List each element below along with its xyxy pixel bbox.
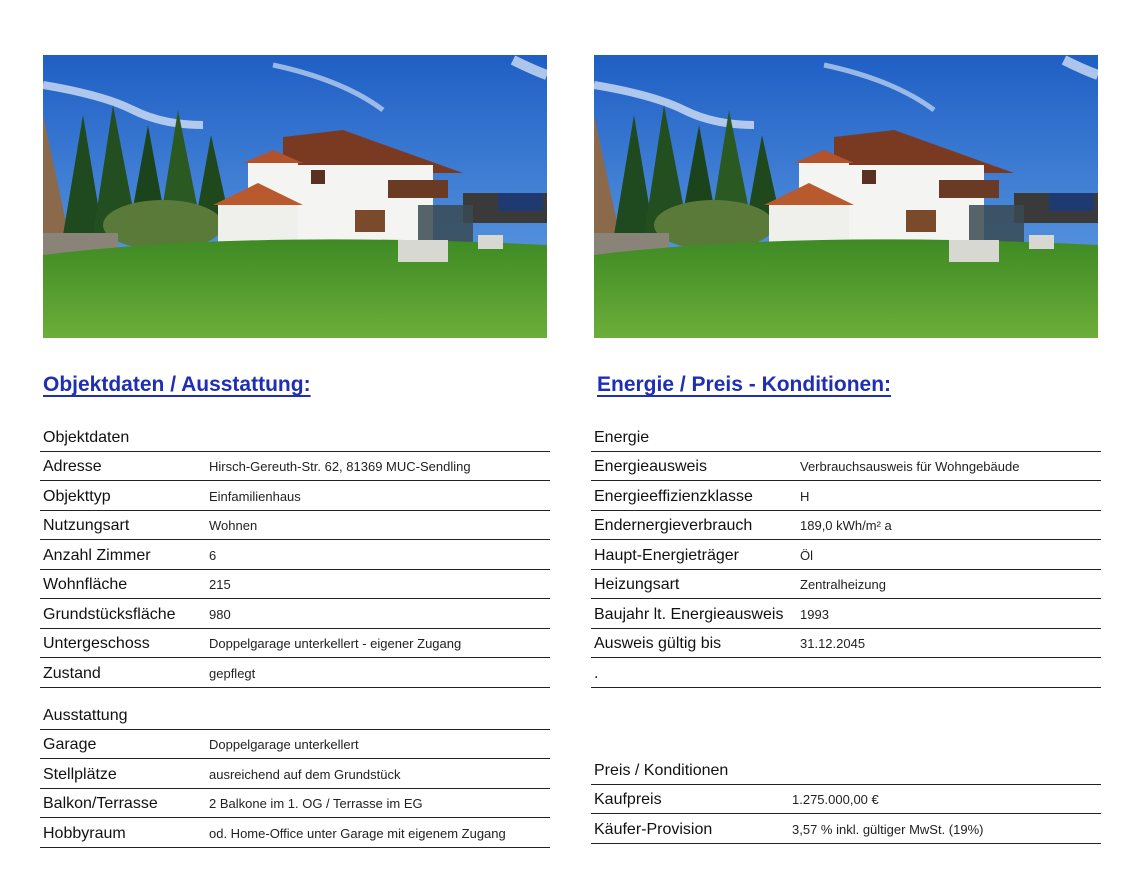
row-value: 6 (209, 547, 217, 563)
ausstattung-table (40, 700, 550, 848)
row-label: Objekttyp (43, 487, 111, 505)
table-row (591, 658, 1101, 688)
row-label: . (594, 664, 599, 682)
row-label: Zustand (43, 664, 101, 682)
row-label: Baujahr lt. Energieausweis (594, 605, 784, 623)
energie-table (591, 422, 1101, 688)
table-title-row (591, 422, 1101, 452)
row-label: Grundstücksfläche (43, 605, 176, 623)
table-row (40, 658, 550, 688)
row-label: Untergeschoss (43, 635, 150, 652)
row-label: Ausweis gültig bis (594, 635, 722, 652)
row-label: Garage (43, 736, 97, 753)
row-label: Balkon/Terrasse (43, 795, 158, 812)
table-title-row (591, 755, 1101, 785)
table-row (591, 785, 1101, 815)
section-heading-objektdaten: Objektdaten / Ausstattung: (43, 373, 311, 396)
row-label: Energieausweis (594, 458, 707, 475)
table-row (591, 814, 1101, 844)
row-label: Energieeffizienzklasse (594, 487, 753, 505)
row-value: Verbrauchsausweis für Wohngebäude (800, 459, 1020, 474)
table-row (40, 481, 550, 511)
row-label: Endernergieverbrauch (594, 517, 753, 534)
row-value: H (800, 488, 810, 504)
table-row (40, 511, 550, 541)
table-row (40, 789, 550, 819)
house-photo-right (594, 55, 1098, 338)
row-value: Doppelgarage unterkellert - eigener Zugang (209, 636, 462, 651)
table-row (591, 511, 1101, 541)
objektdaten-table (40, 422, 550, 688)
row-label: Adresse (43, 458, 102, 475)
table-title: Preis / Konditionen (594, 761, 729, 779)
house-photo-left (43, 55, 547, 338)
row-value: 215 (209, 577, 231, 592)
row-value: 31.12.2045 (800, 636, 866, 651)
table-row (40, 629, 550, 659)
row-label: Käufer-Provision (594, 820, 713, 838)
row-label: Wohnfläche (43, 576, 128, 593)
table-title-row (40, 422, 550, 452)
preis-table (591, 755, 1101, 844)
table-row (591, 540, 1101, 570)
row-value: 980 (209, 606, 231, 622)
row-label: Stellplätze (43, 765, 117, 783)
table-title: Objektdaten (43, 428, 130, 446)
row-value: gepflegt (209, 665, 256, 681)
row-value (798, 683, 1101, 687)
row-label: Hobbyraum (43, 824, 126, 842)
section-heading-energie-preis: Energie / Preis - Konditionen: (597, 373, 892, 396)
row-value: 2 Balkone im 1. OG / Terrasse im EG (209, 796, 423, 811)
table-row (591, 629, 1101, 659)
table-row (591, 599, 1101, 629)
row-value: Wohnen (209, 518, 258, 533)
row-value: ausreichend auf dem Grundstück (209, 766, 401, 782)
row-value: 189,0 kWh/m² a (800, 518, 892, 533)
row-label: Nutzungsart (43, 517, 130, 534)
row-value: Doppelgarage unterkellert (209, 737, 359, 752)
row-value: 1993 (800, 606, 829, 622)
row-value: Öl (800, 547, 813, 563)
table-row (40, 540, 550, 570)
table-title: Energie (594, 428, 650, 446)
row-label: Heizungsart (594, 576, 680, 593)
table-title: Ausstattung (43, 706, 128, 724)
table-row (591, 481, 1101, 511)
table-row (591, 452, 1101, 482)
table-row (40, 570, 550, 600)
row-label: Anzahl Zimmer (43, 546, 151, 564)
row-value: Einfamilienhaus (209, 488, 301, 504)
row-label: Kaufpreis (594, 791, 662, 808)
table-title-row (40, 700, 550, 730)
row-value: 1.275.000,00 € (792, 792, 879, 807)
row-value: Zentralheizung (800, 577, 886, 592)
table-row (40, 452, 550, 482)
table-row (591, 570, 1101, 600)
table-row (40, 759, 550, 789)
table-row (40, 599, 550, 629)
table-row (40, 818, 550, 848)
row-label: Haupt-Energieträger (594, 546, 739, 564)
row-value: od. Home-Office unter Garage mit eigenem Zugang (209, 825, 506, 841)
table-row (40, 730, 550, 760)
row-value: 3,57 % inkl. gültiger MwSt. (19%) (792, 821, 984, 837)
row-value: Hirsch-Gereuth-Str. 62, 81369 MUC-Sendling (209, 459, 471, 474)
